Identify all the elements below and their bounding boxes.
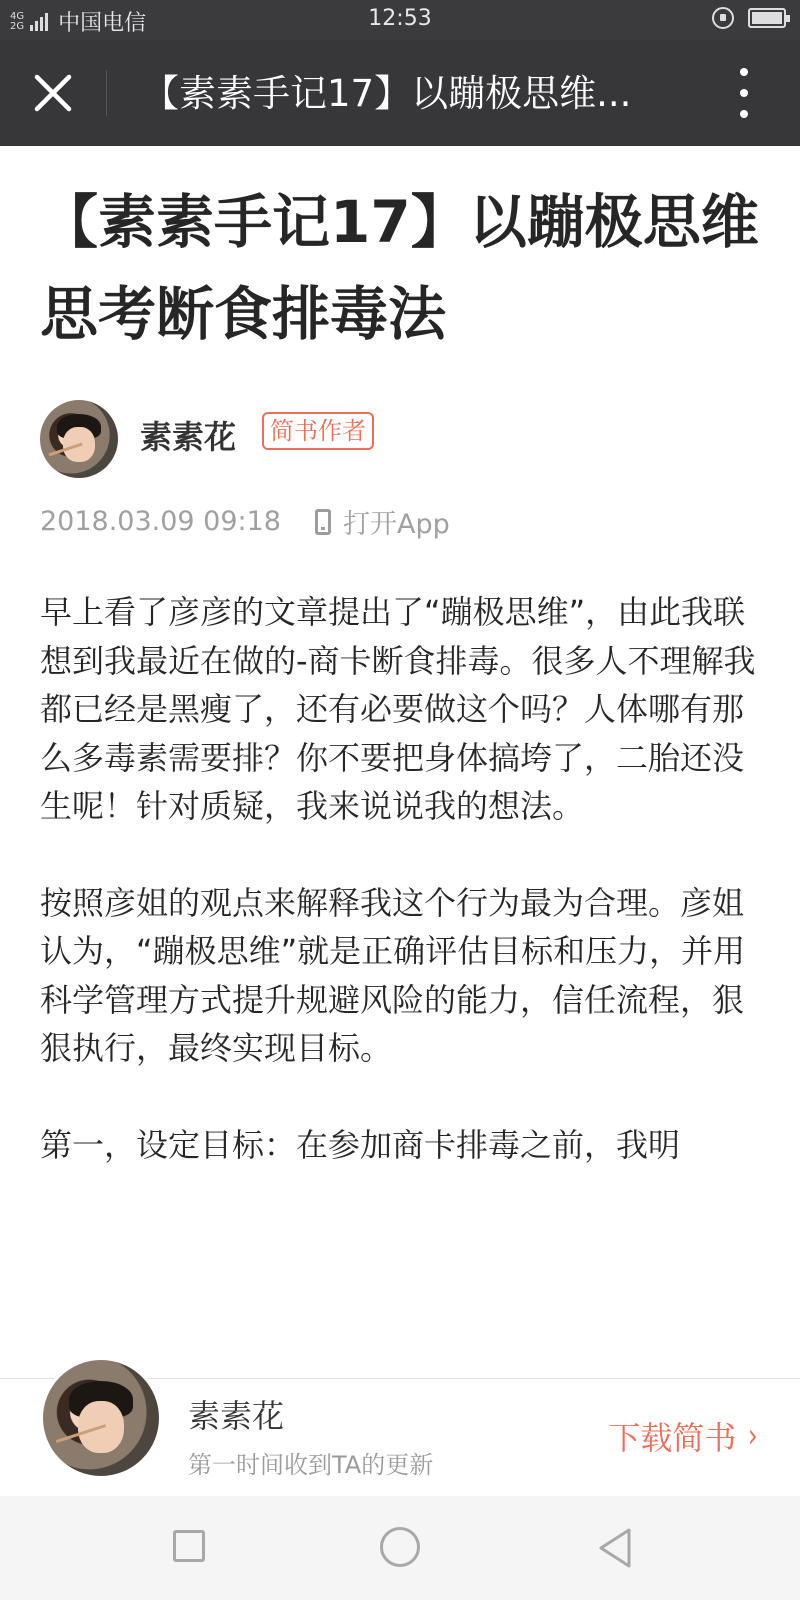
status-time: 12:53 bbox=[368, 6, 432, 31]
download-label: 下载简书 bbox=[608, 1419, 737, 1457]
page-title: 【素素手记17】以蹦极思维... bbox=[142, 72, 632, 115]
article-content bbox=[40, 588, 764, 1217]
carrier-name: 中国电信 bbox=[58, 11, 147, 36]
follow-bar bbox=[0, 1378, 800, 1496]
close-icon bbox=[28, 68, 78, 118]
paragraph: 第一，设定目标：在参加商卡排毒之前，我明 bbox=[40, 1125, 681, 1164]
phone-icon bbox=[315, 509, 331, 535]
chevron-right-icon: › bbox=[748, 1416, 758, 1456]
paragraph: 早上看了彦彦的文章提出了“蹦极思维”，由此我联想到我最近在做的-商卡断食排毒。很多人不理解我都已经是黑瘦了，还有必要做这个吗？人体哪有那么多毒素需要排？你不要把身体搞垮了，二胎还没生呢！针对质疑，我来说说我的想法。 bbox=[40, 593, 756, 825]
recent-apps-icon[interactable] bbox=[173, 1530, 205, 1562]
author-avatar[interactable] bbox=[40, 400, 118, 478]
back-icon[interactable] bbox=[595, 1526, 635, 1570]
follow-author-name: 素素花 bbox=[188, 1397, 285, 1435]
battery-icon bbox=[748, 8, 786, 28]
rotation-lock-icon bbox=[712, 7, 734, 29]
status-right bbox=[712, 7, 786, 29]
network-type-bottom: 2G bbox=[10, 20, 25, 32]
paragraph: 按照彦姐的观点来解释我这个行为最为合理。彦姐认为，“蹦极思维”就是正确评估目标和压力，并用科学管理方式提升规避风险的能力，信任流程，狠狠执行，最终实现目标。 bbox=[40, 883, 746, 1067]
article-meta bbox=[40, 502, 450, 541]
more-button[interactable] bbox=[732, 68, 756, 118]
network-type-top: 4G bbox=[10, 10, 25, 22]
author-name[interactable]: 素素花 bbox=[140, 418, 237, 456]
follow-avatar[interactable] bbox=[40, 1357, 162, 1479]
title-divider bbox=[106, 70, 107, 116]
system-nav-bar bbox=[0, 1496, 800, 1600]
author-row bbox=[40, 400, 760, 480]
more-icon bbox=[740, 68, 748, 76]
article-title: 【素素手记17】以蹦极思维思考断食排毒法 bbox=[40, 188, 759, 348]
publish-date: 2018.03.09 09:18 bbox=[40, 506, 281, 537]
open-app-link[interactable]: 打开App bbox=[342, 509, 450, 540]
status-bar bbox=[0, 0, 800, 40]
close-button[interactable] bbox=[28, 68, 78, 118]
follow-subtitle: 第一时间收到TA的更新 bbox=[188, 1451, 434, 1479]
download-app-button[interactable] bbox=[608, 1413, 760, 1459]
home-icon[interactable] bbox=[380, 1527, 420, 1567]
title-bar bbox=[0, 40, 800, 146]
author-badge: 简书作者 bbox=[262, 412, 374, 450]
